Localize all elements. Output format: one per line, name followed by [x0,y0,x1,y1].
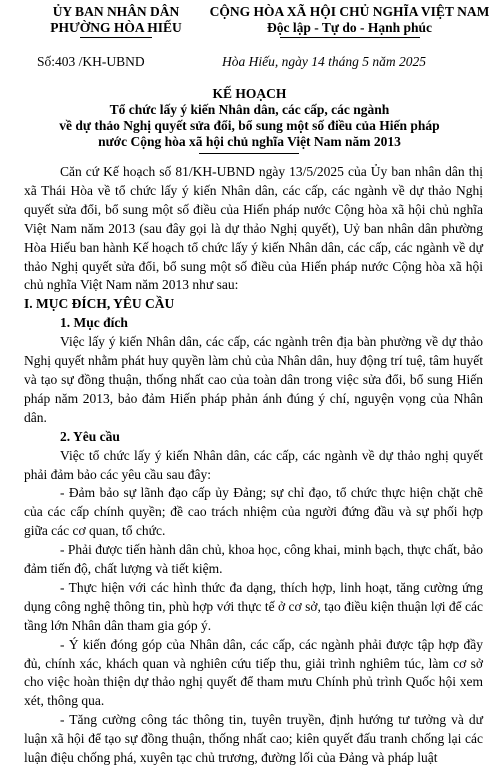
document-type: KẾ HOẠCH [212,86,287,101]
motto-underline [280,37,420,38]
section-heading-purpose-requirements: I. MỤC ĐÍCH, YÊU CẦU [24,296,175,312]
document-number: Số:403 /KH-UBND [37,54,145,69]
agency-header [26,4,206,36]
requirement-item: - Đảm bảo sự lãnh đạo cấp ủy Đảng; sự chỉ đạo, tổ chức thực hiện chặt chẽ của các cấp chính quyền; đề cao trách nhiệm của người đứng đầu và sự phối hợp giữa các cơ quan, tổ chức. [24,485,483,539]
document-title-line3: nước Cộng hòa xã hội chủ nghĩa Việt Nam năm 2013 [98,134,401,149]
document-title-line1: Tổ chức lấy ý kiến Nhân dân, các cấp, các ngành [109,102,390,117]
nation-name: CỘNG HÒA XÃ HỘI CHỦ NGHĨA VIỆT NAM [209,4,490,19]
requirement-item: - Tăng cường công tác thông tin, tuyên truyền, định hướng tư tưởng và dư luận xã hội để tạo sự đồng thuận, thống nhất cao; kiên quyết đấu tranh chống lại các luận điệu chống phá, xuyên tạc chủ trương, đường lối của Đảng và pháp luật [24,712,483,766]
agency-underline [80,37,152,38]
ward-name: PHƯỜNG HÒA HIẾU [50,20,182,35]
agency-name: ỦY BAN NHÂN DÂN [52,4,180,19]
subheading-purpose: 1. Mục đích [60,315,128,331]
subheading-requirements: 2. Yêu cầu [60,428,120,444]
nation-motto: Độc lập - Tự do - Hạnh phúc [266,20,433,35]
purpose-paragraph: Việc lấy ý kiến Nhân dân, các cấp, các ngành trên địa bàn phường về dự thảo Nghị quyết nhằm phát huy quyền làm chủ của Nhân dân, huy động trí tuệ, tâm huyết và tạo sự đồng thuận, thống nhất cao của toàn dân trong việc sửa đổi, bổ sung Hiến pháp năm 2013, bảo đảm Hiến pháp phản ánh đúng ý chí, nguyện vọng của Nhân dân. [24,334,483,425]
requirement-item: - Ý kiến đóng góp của Nhân dân, các cấp, các ngành phải được tập hợp đầy đủ, chính xác, khách quan và nghiên cứu tiếp thu, giải trình nghiêm túc, làm cơ sở cho việc hoàn thiện dự thảo nghị quyết để tham mưu Chính phủ trình Quốc hội xem xét, thông qua. [24,636,483,709]
requirement-item: - Phải được tiến hành dân chủ, khoa học, công khai, minh bạch, thực chất, bảo đảm tiến độ, chất lượng và tiết kiệm. [24,542,483,577]
requirement-item: - Thực hiện với các hình thức đa dạng, thích hợp, linh hoạt, tăng cường ứng dụng công nghệ thông tin, phù hợp với thực tế ở cơ sở, tạo điều kiện thuận lợi để các tầng lớn Nhân dân tham gia góp ý. [24,579,483,633]
document-title-line2: về dự thảo Nghị quyết sửa đổi, bổ sung một số điều của Hiến pháp [59,118,440,133]
title-underline [199,153,299,154]
intro-paragraph: Căn cứ Kế hoạch số 81/KH-UBND ngày 13/5/2025 của Ủy ban nhân dân thị xã Thái Hòa về tổ chức lấy ý kiến Nhân dân, các cấp, các ngành về dự thảo Nghị quyết sửa đổi, bổ sung một số điều của Hiến pháp nước Cộng hòa xã hội chủ nghĩa Việt Nam năm 2013 (sau đây gọi là dự thảo Nghị quyết), Uỷ ban nhân dân phường Hòa Hiếu ban hành Kế hoạch tổ chức lấy ý kiến Nhân dân, các cấp, các ngành về dự thảo Nghị quyết sửa đổi, bổ sung một số điều của Hiến pháp nước Cộng hòa xã hội chủ nghĩa Việt Nam năm 2013 như sau: [24,164,483,293]
national-header [200,4,499,36]
document-body [24,163,483,768]
place-date: Hòa Hiếu, ngày 14 tháng 5 năm 2025 [222,54,426,69]
requirements-intro: Việc tổ chức lấy ý kiến Nhân dân, các cấp, các ngành về dự thảo nghị quyết phải đảm bảo các yêu cầu sau đây: [24,447,483,482]
